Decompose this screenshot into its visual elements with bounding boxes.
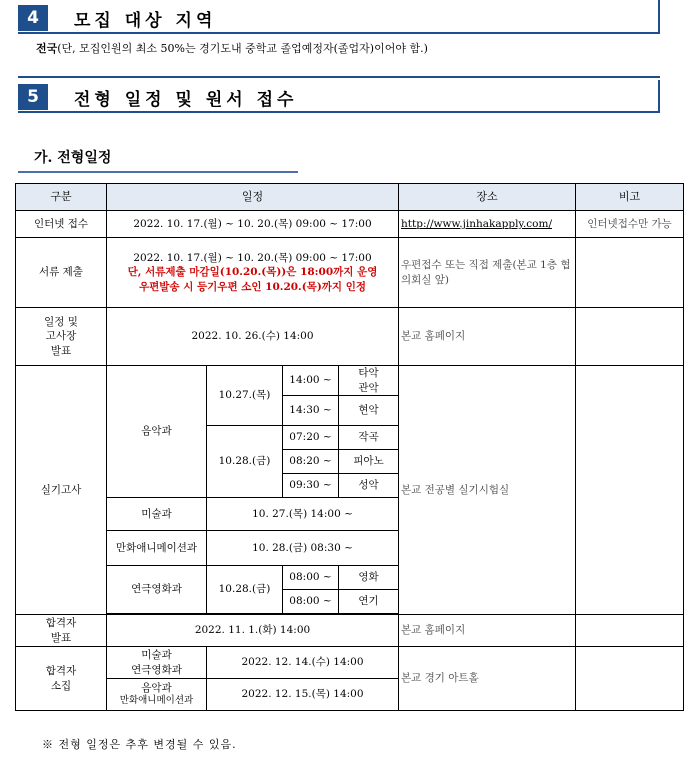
time-cell: 08:00 ~ xyxy=(283,590,339,614)
major-cell: 작곡 xyxy=(339,426,399,450)
mail-warning: 우편발송 시 등기우편 소인 10.20.(목)까지 인정 xyxy=(138,280,367,293)
table-row xyxy=(16,308,684,366)
divider xyxy=(658,0,660,34)
subheading: 가. 전형일정 xyxy=(34,150,112,166)
row-label: 서류 제출 xyxy=(16,238,107,308)
section-number: 4 xyxy=(18,5,48,31)
row-label: 합격자 소집 xyxy=(16,647,107,711)
divider xyxy=(18,111,660,113)
schedule-cell: 2022. 10. 17.(월) ~ 10. 20.(목) 09:00 ~ 17:00 xyxy=(107,211,399,238)
major-cell: 영화 xyxy=(339,566,399,590)
header-schedule: 일정 xyxy=(107,184,399,211)
place-cell: 본교 홈페이지 xyxy=(399,308,576,366)
date-cell: 10.28.(금) xyxy=(207,566,283,614)
row-label: 실기고사 xyxy=(16,366,107,615)
note-cell xyxy=(576,366,684,615)
note-cell: 인터넷접수만 가능 xyxy=(576,211,684,238)
schedule-cell: 2022. 10. 26.(수) 14:00 xyxy=(107,308,399,366)
region-note: 전국(단, 모집인원의 최소 50%는 경기도내 중학교 졸업예정자(졸업자)이어야 함.) xyxy=(36,42,428,55)
major-cell: 성악 xyxy=(339,474,399,498)
row-label: 일정 및 고사장 발표 xyxy=(16,308,107,366)
schedule-cell: 10. 27.(목) 14:00 ~ xyxy=(207,498,399,531)
note-cell xyxy=(576,308,684,366)
note-cell xyxy=(576,647,684,711)
date-cell: 10.28.(금) xyxy=(207,426,283,498)
application-link[interactable]: http://www.jinhakapply.com/ xyxy=(401,217,552,230)
dept-animation: 만화애니메이션과 xyxy=(107,531,207,566)
time-cell: 14:30 ~ xyxy=(283,396,339,426)
table-row xyxy=(16,238,684,308)
schedule-cell: 2022. 12. 15.(목) 14:00 xyxy=(207,679,399,711)
section-title: 모집 대상 지역 xyxy=(74,10,217,31)
deadline-warning: 단, 서류제출 마감일(10.20.(목))은 18:00까지 운영 xyxy=(127,266,378,279)
date-cell: 10.27.(목) xyxy=(207,366,283,426)
section-number: 5 xyxy=(18,84,48,110)
major-cell: 현악 xyxy=(339,396,399,426)
dept-film: 연극영화과 xyxy=(107,566,207,614)
divider xyxy=(18,171,298,173)
divider xyxy=(658,80,660,113)
dept-group: 음악과 만화애니메이션과 xyxy=(107,679,207,711)
section-5-header xyxy=(18,84,297,110)
major-cell: 피아노 xyxy=(339,450,399,474)
place-cell: 본교 전공별 실기시험실 xyxy=(399,366,576,615)
schedule-cell: 2022. 10. 17.(월) ~ 10. 20.(목) 09:00 ~ 17:00 단, 서류제출 마감일(10.20.(목))은 18:00까지 운영 우편발송 시 등기우편 소인 10.20.(목)까지 인정 xyxy=(107,238,399,308)
dept-group: 미술과 연극영화과 xyxy=(107,647,207,679)
major-cell: 타악 관악 xyxy=(339,366,399,396)
schedule-cell: 2022. 11. 1.(화) 14:00 xyxy=(107,615,399,647)
place-cell: 본교 홈페이지 xyxy=(399,615,576,647)
footnote: ※ 전형 일정은 추후 변경될 수 있음. xyxy=(42,738,237,751)
table-header-row xyxy=(16,184,684,211)
dept-music: 음악과 xyxy=(107,366,207,498)
header-place: 장소 xyxy=(399,184,576,211)
major-cell: 연기 xyxy=(339,590,399,614)
schedule-table xyxy=(15,183,684,711)
section-title: 전형 일정 및 원서 접수 xyxy=(74,89,298,110)
table-row xyxy=(16,647,684,679)
row-label: 인터넷 접수 xyxy=(16,211,107,238)
dept-art: 미술과 xyxy=(107,498,207,531)
header-category: 구분 xyxy=(16,184,107,211)
time-cell: 08:20 ~ xyxy=(283,450,339,474)
note-cell xyxy=(576,615,684,647)
table-row xyxy=(16,211,684,238)
divider xyxy=(18,32,660,34)
place-cell: 본교 경기 아트홀 xyxy=(399,647,576,711)
schedule-cell: 10. 28.(금) 08:30 ~ xyxy=(207,531,399,566)
table-row xyxy=(16,615,684,647)
header-note: 비고 xyxy=(576,184,684,211)
schedule-cell: 2022. 12. 14.(수) 14:00 xyxy=(207,647,399,679)
section-4-header xyxy=(18,5,216,31)
time-cell: 07:20 ~ xyxy=(283,426,339,450)
row-label: 합격자 발표 xyxy=(16,615,107,647)
divider xyxy=(18,76,660,78)
time-cell: 09:30 ~ xyxy=(283,474,339,498)
table-row xyxy=(16,366,684,396)
time-cell: 14:00 ~ xyxy=(283,366,339,396)
note-cell xyxy=(576,238,684,308)
time-cell: 08:00 ~ xyxy=(283,566,339,590)
place-cell: 우편접수 또는 직접 제출(본교 1층 협의회실 앞) xyxy=(399,238,576,308)
